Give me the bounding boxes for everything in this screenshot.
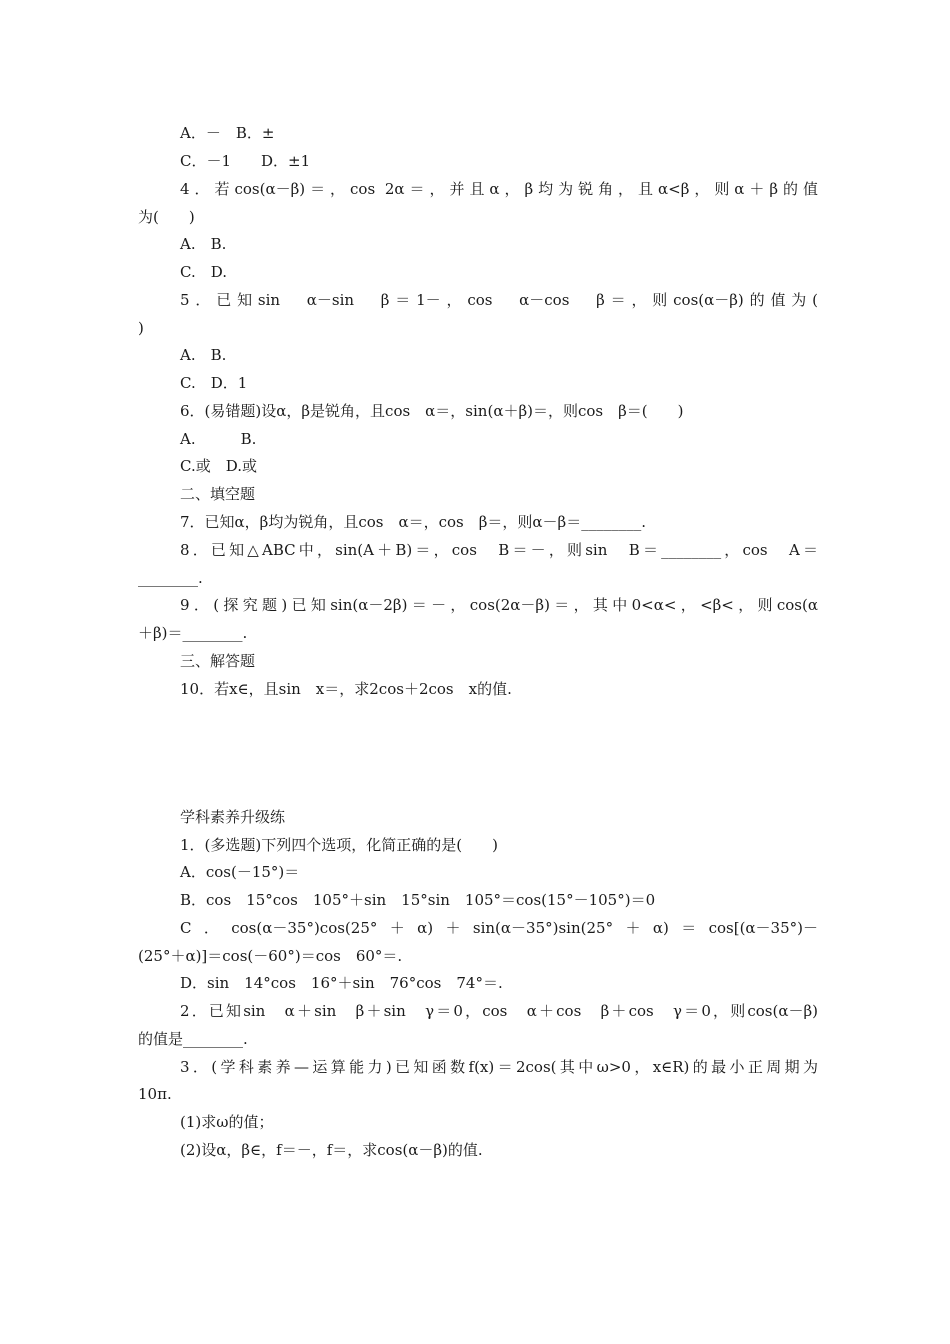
q7-text: 7．已知α，β均为锐角，且cos α＝，cos β＝，则α－β＝________.: [180, 513, 646, 531]
q4-text: 4．若cos(α－β)＝，cos 2α＝，并且α，β均为锐角，且α<β，则α＋β的值: [180, 180, 818, 198]
q5-text: 5．已知sin α－sin β＝1－，cos α－cos β＝，则cos(α－β)的值为(: [180, 291, 818, 309]
u2-text-cont: 的值是________.: [138, 1030, 248, 1048]
u1-option-a: A．cos(－15°)＝: [180, 863, 300, 881]
q4-options-cd: C. D.: [180, 263, 227, 281]
q4-text-cont: 为( ): [138, 208, 195, 226]
q6-text: 6．(易错题)设α，β是锐角，且cos α＝，sin(α＋β)＝，则cos β＝( ): [180, 402, 684, 420]
q3-options-ab: A．－ B．±: [180, 124, 275, 142]
u1-text: 1．(多选题)下列四个选项，化简正确的是( ): [180, 836, 498, 854]
q10-text: 10．若x∈，且sin x＝，求2cos＋2cos x的值.: [180, 680, 512, 698]
u1-option-d: D．sin 14°cos 16°＋sin 76°cos 74°＝.: [180, 974, 503, 992]
u3-part-1: (1)求ω的值；: [180, 1113, 274, 1131]
section-answer-heading: 三、解答题: [180, 652, 256, 670]
q4-options-ab: A. B.: [180, 235, 227, 253]
q3-options-cd: C．－1 D．±1: [180, 152, 311, 170]
u1-option-b: B．cos 15°cos 105°＋sin 15°sin 105°＝cos(15°－105°)＝0: [180, 891, 656, 909]
q9-text: 9．(探究题)已知sin(α－2β)＝－，cos(2α－β)＝，其中0<α<，<β<，则cos(α: [180, 596, 818, 614]
section-fill-in-heading: 二、填空题: [180, 485, 256, 503]
q9-text-cont: ＋β)＝________.: [138, 624, 248, 642]
u1-option-c: C．cos(α－35°)cos(25°＋α)＋sin(α－35°)sin(25°＋α)＝cos[(α－35°)－: [180, 919, 818, 937]
q6-options-ab: A. B.: [180, 430, 257, 448]
u3-text-cont: 10π.: [138, 1085, 172, 1103]
q5-text-cont: ): [138, 319, 144, 337]
q8-text-cont: ________.: [138, 569, 203, 587]
q8-text: 8．已知△ABC中，sin(A＋B)＝，cos B＝－，则sin B＝________，cos A＝: [180, 541, 818, 559]
q5-options-ab: A. B.: [180, 346, 227, 364]
q5-options-cd: C. D．1: [180, 374, 248, 392]
u3-text: 3．(学科素养—运算能力)已知函数f(x)＝2cos(其中ω>0，x∈R)的最小正周期为: [180, 1058, 818, 1076]
section-upgrade-heading: 学科素养升级练: [180, 808, 286, 826]
q6-options-cd: C.或 D.或: [180, 457, 257, 475]
u1-option-c-cont: (25°＋α)]＝cos(－60°)＝cos 60°＝.: [138, 947, 403, 965]
u3-part-2: (2)设α，β∈，f＝－，f＝，求cos(α－β)的值.: [180, 1141, 483, 1159]
u2-text: 2．已知sin α＋sin β＋sin γ＝0，cos α＋cos β＋cos γ＝0，则cos(α－β): [180, 1002, 818, 1020]
